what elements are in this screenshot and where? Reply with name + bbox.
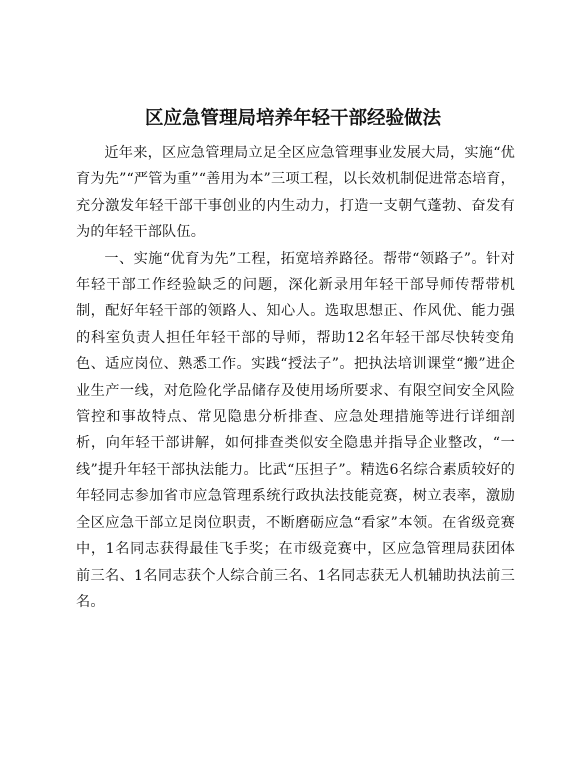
document-title: 区应急管理局培养年轻干部经验做法 <box>144 108 441 129</box>
section-one-paragraph: 一、实施“优育为先”工程，拓宽培养路径。帮带“领路子”。针对年轻干部工作经验缺乏的问题，深化新录用年轻干部导师传帮带机制，配好年轻干部的领路人、知心人。选取思想正、作风优、能力强的科室负责人担任年轻干部的导师，帮助12名年轻干部尽快转变角色、适应岗位、熟悉工作。实践“授法子”。把执法培训课堂“搬”进企业生产一线，对危险化学品储存及使用场所要求、有限空间安全风险管控和事故特点、常见隐患分析排查、应急处理措施等进行详细剖析，向年轻干部讲解，如何排查类似安全隐患并指导企业整改，“一线”提升年轻干部执法能力。比武“压担子”。精选6名综合素质较好的年轻同志参加省市应急管理系统行政执法技能竞赛，树立表率，激励全区应急干部立足岗位职责，不断磨砺应急“看家”本领。在省级竞赛中，1名同志获得最佳飞手奖；在市级竞赛中，区应急管理局获团体前三名、1名同志获个人综合前三名、1名同志获无人机辅助执法前三名。 <box>76 250 515 610</box>
document-body <box>76 140 515 615</box>
intro-paragraph: 近年来，区应急管理局立足全区应急管理事业发展大局，实施“优育为先”“严管为重”“善用为本”三项工程，以长效机制促进常态培育，充分激发年轻干部干事创业的内生动力，打造一支朝气蓬勃、奋发有为的年轻干部队伍。 <box>76 145 515 241</box>
